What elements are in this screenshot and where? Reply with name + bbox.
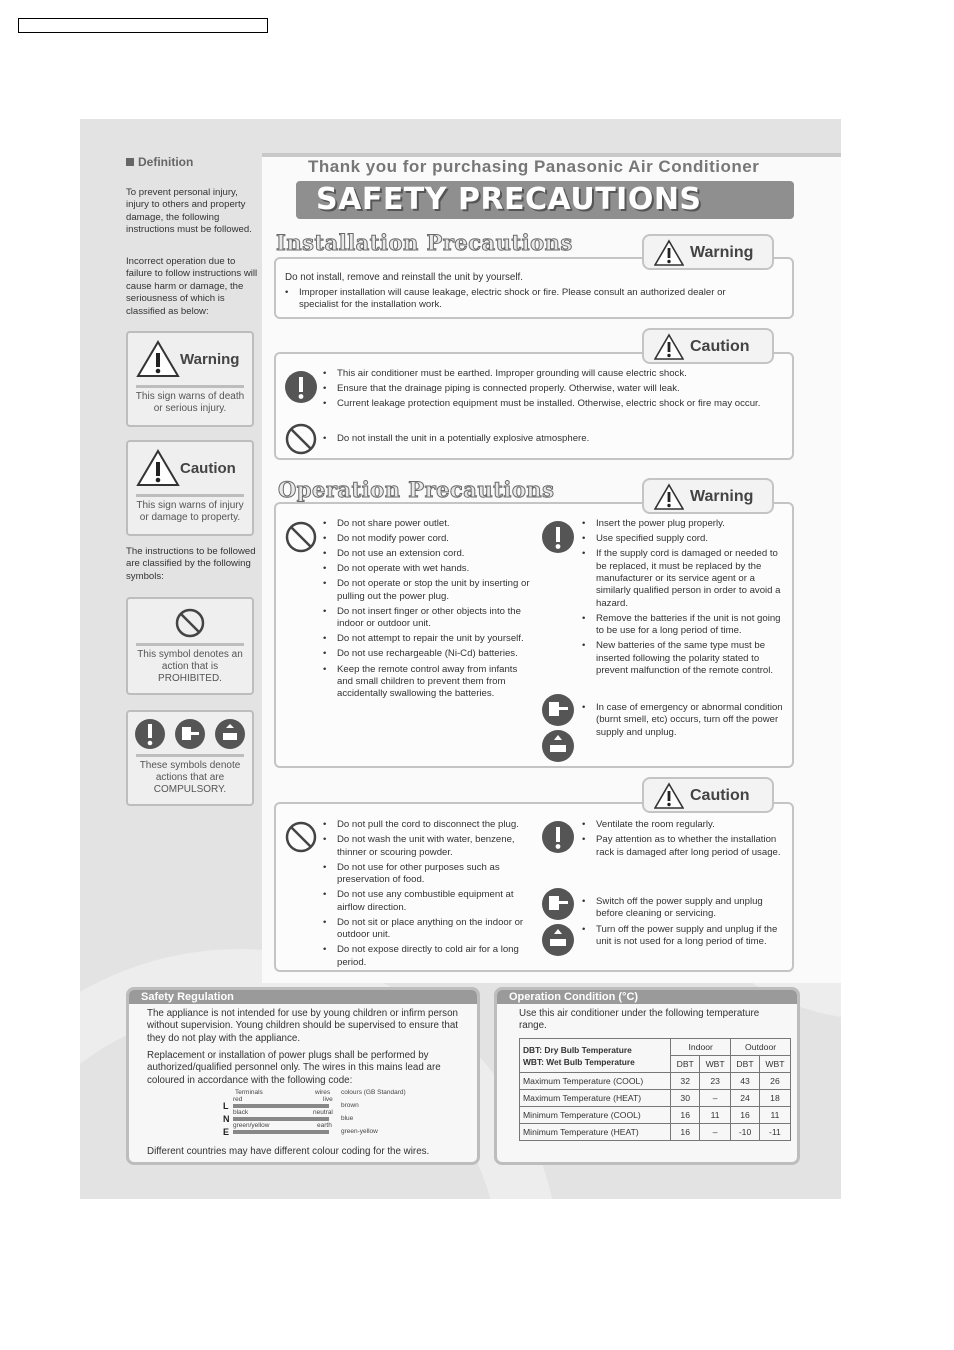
installation-caution-tab [642,328,774,364]
list-item: • Do not install the unit in a potentially explosive atmosphere. [323,433,763,445]
list-item: • Turn off the power supply and unplug if the unit is not used for a long period of time. [582,924,790,949]
diagram-green-yellow-small: green/yellow [233,1122,270,1129]
operation-caution-prohibited-list [323,819,535,972]
list-item: • Do not use for other purposes such as preservation of food. [323,862,535,887]
list-item: • Do not sit or place anything on the indoor or outdoor unit. [323,917,535,942]
sub-header: DBT [671,1056,700,1073]
legend-caution [126,440,254,536]
installation-warning-list [285,287,765,315]
definition-heading: Definition [126,155,193,169]
diagram-terminals: Terminals [235,1089,263,1096]
terminal-N: N [223,1114,230,1124]
operation-warning-tab [642,478,774,514]
wire-line [233,1104,329,1108]
installation-warning-line: Do not install, remove and reinstall the unit by yourself. [285,272,523,283]
symbols-intro: The instructions to be followed are classified by the following symbols: [126,546,256,582]
diagram-earth: earth [317,1122,332,1129]
thank-you-title: Thank you for purchasing Panasonic Air Conditioner [308,157,760,176]
operation-condition-heading: Operation Condition (°C) [497,990,797,1004]
wire-line [233,1130,329,1134]
diagram-black: black [233,1109,249,1116]
legend-warning [126,331,254,427]
installation-heading: Installation Precautions [276,230,573,255]
battery-icon [541,923,575,957]
operation-caution-label: Caution [690,787,750,804]
battery-icon [214,718,246,750]
diagram-neutral: neutral [313,1109,333,1116]
table-row: Minimum Temperature (HEAT) 16 – -10 -11 [520,1124,791,1141]
list-item: • Do not operate with wet hands. [323,563,535,575]
diagram-blue: blue [341,1115,354,1122]
warning-triangle-icon [654,239,684,267]
list-item: • Pay attention as to whether the installation rack is damaged after long period of usage. [582,834,790,859]
exclamation-icon [284,370,318,404]
list-item: • Insert the power plug properly. [582,518,790,530]
terminal-L: L [223,1101,229,1111]
legend-compulsory [126,710,254,806]
prohibited-icon [284,520,318,554]
indoor-header: Indoor [671,1039,731,1056]
sub-header: WBT [759,1056,790,1073]
list-item: • Keep the remote control away from infants and small children to prevent them from accidentally swallowing the batteries. [323,664,535,701]
exclamation-icon [541,520,575,554]
wbt-definition: WBT: Wet Bulb Temperature [523,1056,635,1067]
list-item: • Use specified supply cord. [582,533,790,545]
operation-caution-compulsory-list [582,819,790,862]
installation-warning-label: Warning [690,244,754,261]
header-box [18,18,268,33]
caution-triangle-icon [654,782,684,810]
warning-triangle-icon [136,339,180,379]
operation-warning-compulsory-list [582,518,790,680]
prohibited-icon [284,422,318,456]
prohibited-icon [284,820,318,854]
operation-caution-tab [642,777,774,813]
operation-heading: Operation Precautions [278,477,555,502]
list-item: • Do not use an extension cord. [323,548,535,560]
definition-para2: Incorrect operation due to failure to follow instructions will cause harm or damage, the seriousness of which is classified as below: [126,256,258,317]
list-item: • In case of emergency or abnormal condition (burnt smell, etc) occurs, turn off the power supply and unplug. [582,702,790,739]
installation-caution-prohibited-list [323,433,763,448]
list-item: • Do not expose directly to cold air for a long period. [323,944,535,969]
diagram-brown: brown [341,1102,359,1109]
legend-compulsory-caption: These symbols denote actions that are COMPULSORY. [139,760,241,795]
legend-warning-label: Warning [180,351,240,368]
unplug-icon [174,718,206,750]
list-item: • Ensure that the drainage piping is connected properly. Otherwise, water will leak. [323,383,763,395]
list-item: • If the supply cord is damaged or needed to be replaced, it must be replaced by the manufacturer or its service agent or a similarly qualified person in order to avoid a hazard. [582,548,790,610]
list-item: • Do not use any combustible equipment at airflow direction. [323,889,535,914]
operation-condition-intro: Use this air conditioner under the following temperature range. [519,1008,760,1032]
list-item: • Do not insert finger or other objects into the indoor or outdoor unit. [323,606,535,631]
safety-regulation-box [126,987,480,1165]
list-item: • Ventilate the room regularly. [582,819,790,831]
diagram-red: red [233,1096,243,1103]
legend-caution-caption: This sign warns of injury or damage to property. [136,500,244,523]
dbt-definition: DBT: Dry Bulb Temperature [523,1044,632,1055]
installation-caution-compulsory-list [323,368,763,413]
table-row: Maximum Temperature (COOL) 32 23 43 26 [520,1073,791,1090]
caution-triangle-icon [136,448,180,488]
list-item: • Remove the batteries if the unit is not going to be use for a long period of time. [582,613,790,638]
safety-regulation-para1: The appliance is not intended for use by young children or infirm person without supervision. Young children should be supervised to ensure that they do not play with the appliance. [147,1008,458,1044]
sub-header: WBT [700,1056,731,1073]
legend-prohibited-caption: This symbol denotes an action that is PROHIBITED. [137,649,243,684]
prohibited-icon [174,607,206,639]
operation-caution-unplug-list [582,896,790,951]
terminal-E: E [223,1127,230,1137]
list-item: • Do not operate or stop the unit by inserting or pulling out the power plug. [323,578,535,603]
battery-icon [541,729,575,763]
list-item: • Improper installation will cause leakage, electric shock or fire. Please consult an authorized dealer or specialist for the installation work. [285,287,765,312]
caution-triangle-icon [654,333,684,361]
safety-regulation-para2: Replacement or installation of power plugs shall be performed by authorized/qualified personnel only. The wires in this mains lead are coloured in accordance with the following code: [147,1050,441,1086]
outdoor-header: Outdoor [731,1039,791,1056]
operation-warning-prohibited-list [323,518,535,703]
list-item: • Do not pull the cord to disconnect the plug. [323,819,535,831]
diagram-live: live [323,1096,333,1103]
unplug-icon [541,887,575,921]
list-item: • New batteries of the same type must be inserted following the polarity stated to prevent malfunction of the remote control. [582,640,790,677]
safety-page [80,119,841,1199]
wire-line [233,1117,329,1121]
exclamation-icon [134,718,166,750]
unplug-icon [541,693,575,727]
safety-banner: SAFETY PRECAUTIONS [296,181,794,219]
diagram-wires: wires [315,1089,331,1096]
list-item: • Switch off the power supply and unplug before cleaning or servicing. [582,896,790,921]
table-row: Minimum Temperature (COOL) 16 11 16 11 [520,1107,791,1124]
diagram-green-yellow: green-yellow [341,1128,378,1135]
sub-header: DBT [731,1056,760,1073]
exclamation-icon [541,820,575,854]
list-item: • Current leakage protection equipment must be installed. Otherwise, electric shock or fire may occur. [323,398,763,410]
legend-prohibited [126,597,254,695]
legend-caution-label: Caution [180,460,236,477]
list-item: • Do not share power outlet. [323,518,535,530]
operation-condition-box [494,987,800,1165]
list-item: • Do not wash the unit with water, benzene, thinner or scouring powder. [323,834,535,859]
table-row: Maximum Temperature (HEAT) 30 – 24 18 [520,1090,791,1107]
operation-warning-label: Warning [690,488,754,505]
diagram-colours: colours (GB Standard) [341,1089,406,1096]
legend-warning-caption: This sign warns of death or serious injury. [135,391,245,414]
safety-regulation-heading: Safety Regulation [129,990,477,1004]
safety-regulation-footer: Different countries may have different colour coding for the wires. [147,1146,430,1157]
temperature-table [519,1038,791,1141]
list-item: • This air conditioner must be earthed. Improper grounding will cause electric shock. [323,368,763,380]
list-item: • Do not use rechargeable (Ni-Cd) batteries. [323,648,535,660]
operation-warning-unplug-list [582,702,790,742]
warning-triangle-icon [654,483,684,511]
list-item: • Do not attempt to repair the unit by yourself. [323,633,535,645]
installation-caution-label: Caution [690,338,750,355]
installation-warning-tab [642,234,774,270]
list-item: • Do not modify power cord. [323,533,535,545]
definition-para1: To prevent personal injury, injury to others and property damage, the following instructions must be followed. [126,187,252,236]
